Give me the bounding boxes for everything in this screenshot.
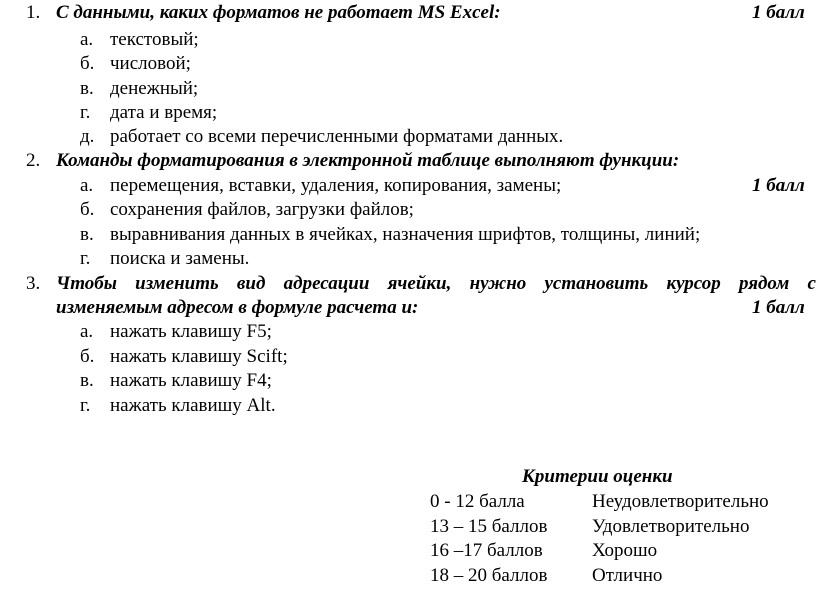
option-letter: а. <box>80 175 94 196</box>
criteria-range: 18 – 20 баллов <box>430 565 548 586</box>
criteria-grade: Хорошо <box>592 540 658 561</box>
question-3-text-line2: изменяемым адресом в формуле расчета и: <box>56 297 419 318</box>
option-text: дата и время; <box>110 102 218 123</box>
question-3-text-line1 <box>56 272 816 296</box>
option-text: текстовый; <box>110 29 199 50</box>
option-letter: б. <box>80 53 95 74</box>
question-2-score: 1 балл <box>752 175 805 196</box>
question-3-word: изменить <box>135 273 219 294</box>
question-3-word: рядом <box>738 273 790 294</box>
criteria-grade: Отлично <box>592 565 663 586</box>
criteria-range: 16 –17 баллов <box>430 540 543 561</box>
question-3-word: установить <box>544 273 649 294</box>
option-text: денежный; <box>110 78 199 99</box>
criteria-title: Критерии оценки <box>522 466 673 487</box>
question-3-word: адресации <box>283 273 370 294</box>
question-3-score: 1 балл <box>752 297 805 318</box>
question-1-text: С данными, каких форматов не работает MS Excel: <box>56 2 501 23</box>
option-letter: б. <box>80 346 95 367</box>
question-1-number: 1. <box>26 2 41 23</box>
option-letter: в. <box>80 370 94 391</box>
option-text: поиска и замены. <box>110 248 250 269</box>
question-1-score: 1 балл <box>752 2 805 23</box>
question-3-word: ячейки, <box>387 273 452 294</box>
option-text: нажать клавишу F4; <box>110 370 272 391</box>
option-text: нажать клавишу Alt. <box>110 395 276 416</box>
option-text: сохранения файлов, загрузки файлов; <box>110 199 414 220</box>
option-letter: в. <box>80 224 94 245</box>
option-letter: а. <box>80 29 94 50</box>
question-3-word: курсор <box>666 273 721 294</box>
question-3-word: Чтобы <box>56 273 117 294</box>
option-letter: в. <box>80 78 94 99</box>
option-letter: г. <box>80 248 91 269</box>
question-2-text: Команды форматирования в электронной таблице выполняют функции: <box>56 150 680 171</box>
option-text: нажать клавишу Scift; <box>110 346 288 367</box>
option-text: числовой; <box>110 53 191 74</box>
option-text: нажать клавишу F5; <box>110 321 272 342</box>
option-text: работает со всеми перечисленными форматами данных. <box>110 126 564 147</box>
option-letter: д. <box>80 126 95 147</box>
criteria-range: 0 - 12 балла <box>430 491 525 512</box>
option-letter: б. <box>80 199 95 220</box>
question-2-number: 2. <box>26 150 41 171</box>
option-letter: г. <box>80 102 91 123</box>
question-3-number: 3. <box>26 273 41 294</box>
question-3-word: нужно <box>469 273 527 294</box>
question-3-word: с <box>807 273 816 294</box>
criteria-grade: Неудовлетворительно <box>592 491 769 512</box>
criteria-range: 13 – 15 баллов <box>430 516 548 537</box>
option-letter: а. <box>80 321 94 342</box>
option-text: перемещения, вставки, удаления, копирования, замены; <box>110 175 562 196</box>
option-text: выравнивания данных в ячейках, назначения шрифтов, толщины, линий; <box>110 224 701 245</box>
question-3-word: вид <box>236 273 266 294</box>
option-letter: г. <box>80 395 91 416</box>
criteria-grade: Удовлетворительно <box>592 516 750 537</box>
